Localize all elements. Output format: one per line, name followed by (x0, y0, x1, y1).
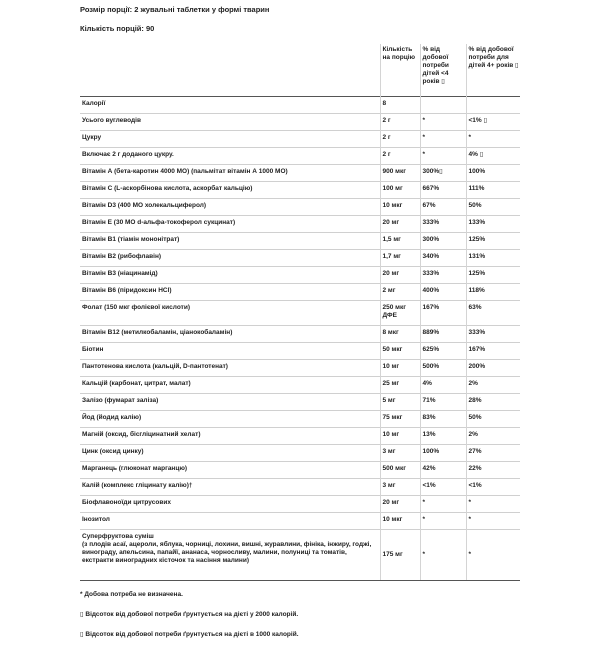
servings-per-container: Кількість порцій: 90 (80, 24, 155, 34)
row-dv-4plus: 333% (466, 325, 520, 342)
table-row (80, 300, 520, 325)
header-dv-under4: % від добової потреби дітей <4 років ▯ (420, 44, 466, 97)
row-dv-under4: * (420, 147, 466, 164)
row-dv-under4: 333% (420, 215, 466, 232)
table-row (80, 147, 520, 164)
row-dv-4plus: 111% (466, 181, 520, 198)
table-row (80, 266, 520, 283)
row-amount: 75 мкг (380, 410, 420, 427)
row-dv-under4: 300%▯ (420, 164, 466, 181)
row-dv-4plus: 2% (466, 427, 520, 444)
table-row (80, 181, 520, 198)
row-name: Кальцій (карбонат, цитрат, малат) (80, 376, 380, 393)
row-dv-under4: 100% (420, 444, 466, 461)
superfruit-cell (80, 529, 380, 580)
row-name: Вітамін В12 (метилкобаламін, ціанокобаламін) (80, 325, 380, 342)
superfruit-description: (з плодів асаї, ацероли, яблука, чорниці, лохини, вишні, журавлини, фініка, інжиру, годжі, винограду, апельсина, папайї, ананаса, чорносливу, малини, полуниці та томатів, екстракти виноградних кісточок та насіння малини) (82, 540, 372, 565)
row-dv-under4: 4% (420, 376, 466, 393)
row-amount: 2 г (380, 113, 420, 130)
row-amount: 5 мг (380, 393, 420, 410)
row-name: Біофлавоноїди цитрусових (80, 495, 380, 512)
row-amount: 25 мг (380, 376, 420, 393)
table-row (80, 215, 520, 232)
row-dv-under4: <1% (420, 478, 466, 495)
table-row (80, 96, 520, 113)
row-dv-under4: 889% (420, 325, 466, 342)
row-dv-under4: 625% (420, 342, 466, 359)
row-amount: 3 мг (380, 478, 420, 495)
row-amount: 1,7 мг (380, 249, 420, 266)
row-dv-4plus: 2% (466, 376, 520, 393)
row-dv-4plus: 125% (466, 266, 520, 283)
row-amount: 8 мкг (380, 325, 420, 342)
row-amount: 20 мг (380, 266, 420, 283)
table-row (80, 164, 520, 181)
row-dv-4plus: 22% (466, 461, 520, 478)
row-dv-under4: 500% (420, 359, 466, 376)
row-name: Пантотенова кислота (кальцій, D-пантотенат) (80, 359, 380, 376)
row-name: Вітамін В6 (піридоксин HCl) (80, 283, 380, 300)
footnote-2000-cal: ▯ Відсоток від добової потреби ґрунтується на дієті у 2000 калорій. (80, 610, 299, 618)
row-dv-4plus: * (466, 495, 520, 512)
footnote-not-established: * Добова потреба не визначена. (80, 590, 183, 598)
row-dv-under4: * (420, 113, 466, 130)
table-row (80, 512, 520, 529)
table-row (80, 410, 520, 427)
table-body (80, 96, 520, 580)
row-amount: 10 мг (380, 359, 420, 376)
row-amount: 20 мг (380, 215, 420, 232)
table-row (80, 198, 520, 215)
row-dv-4plus: 118% (466, 283, 520, 300)
superfruit-dv-4plus: * (466, 529, 520, 580)
table-row (80, 249, 520, 266)
table-row (80, 393, 520, 410)
row-dv-under4: 13% (420, 427, 466, 444)
row-dv-under4 (420, 96, 466, 113)
row-amount: 10 мкг (380, 198, 420, 215)
row-name: Фолат (150 мкг фолієвої кислоти) (80, 300, 380, 325)
table-row (80, 342, 520, 359)
row-dv-4plus: * (466, 130, 520, 147)
row-dv-under4: 300% (420, 232, 466, 249)
row-dv-under4: 340% (420, 249, 466, 266)
footnote-1000-cal: ▯ Відсоток від добової потреби ґрунтується на дієті в 1000 калорій. (80, 631, 299, 638)
row-name: Вітамін В2 (рибофлавін) (80, 249, 380, 266)
row-name: Включає 2 г доданого цукру. (80, 147, 380, 164)
row-amount: 250 мкг ДФЕ (380, 300, 420, 325)
row-name: Інозитол (80, 512, 380, 529)
row-dv-4plus: 28% (466, 393, 520, 410)
table-row (80, 427, 520, 444)
row-amount: 20 мг (380, 495, 420, 512)
row-dv-4plus: 200% (466, 359, 520, 376)
footnotes (80, 591, 520, 639)
row-dv-4plus: 50% (466, 410, 520, 427)
superfruit-amount: 175 мг (380, 529, 420, 580)
row-name: Вітамін В3 (ніацинамід) (80, 266, 380, 283)
row-name: Вітамін С (L-аскорбінова кислота, аскорбат кальцію) (80, 181, 380, 198)
row-name: Вітамін Е (30 МО d-альфа-токоферол сукцинат) (80, 215, 380, 232)
row-dv-under4: 42% (420, 461, 466, 478)
superfruit-title: Суперфруктова суміш (82, 532, 154, 540)
row-dv-under4: 667% (420, 181, 466, 198)
table-row (80, 232, 520, 249)
row-dv-under4: * (420, 512, 466, 529)
row-dv-4plus: <1% ▯ (466, 113, 520, 130)
row-dv-4plus: 63% (466, 300, 520, 325)
row-dv-4plus (466, 96, 520, 113)
row-dv-4plus: 100% (466, 164, 520, 181)
row-name: Калій (комплекс гліцинату калію)† (80, 478, 380, 495)
row-amount: 3 мг (380, 444, 420, 461)
row-name: Вітамін В1 (тіамін мононітрат) (80, 232, 380, 249)
table-row (80, 495, 520, 512)
row-dv-under4: 400% (420, 283, 466, 300)
row-dv-4plus: 50% (466, 198, 520, 215)
serving-size: Розмір порції: 2 жувальні таблетки у формі тварин (80, 5, 270, 14)
supplement-facts-panel (80, 0, 520, 651)
row-dv-under4: 167% (420, 300, 466, 325)
row-amount: 2 г (380, 130, 420, 147)
row-amount: 1,5 мг (380, 232, 420, 249)
row-amount: 50 мкг (380, 342, 420, 359)
row-dv-under4: 67% (420, 198, 466, 215)
table-row (80, 283, 520, 300)
row-dv-under4: * (420, 495, 466, 512)
row-amount: 8 (380, 96, 420, 113)
row-amount: 900 мкг (380, 164, 420, 181)
row-amount: 10 мг (380, 427, 420, 444)
table-row-superfruit (80, 529, 520, 580)
row-amount: 500 мкг (380, 461, 420, 478)
table-row (80, 359, 520, 376)
row-name: Вітамін А (бета-каротин 4000 МО) (пальмітат вітамін А 1000 МО) (80, 164, 380, 181)
row-dv-under4: 333% (420, 266, 466, 283)
row-name: Цукру (80, 130, 380, 147)
row-dv-under4: 83% (420, 410, 466, 427)
nutrition-table (80, 44, 520, 581)
row-dv-4plus: 27% (466, 444, 520, 461)
row-name: Вітамін D3 (400 МО холекальциферол) (80, 198, 380, 215)
row-name: Усього вуглеводів (80, 113, 380, 130)
table-row (80, 325, 520, 342)
row-dv-under4: * (420, 130, 466, 147)
table-row (80, 478, 520, 495)
table-row (80, 130, 520, 147)
row-name: Біотин (80, 342, 380, 359)
row-dv-4plus: * (466, 512, 520, 529)
row-dv-4plus: 4% ▯ (466, 147, 520, 164)
row-amount: 2 г (380, 147, 420, 164)
row-name: Калорії (80, 96, 380, 113)
table-header-row (80, 44, 520, 97)
row-dv-4plus: 133% (466, 215, 520, 232)
row-name: Цинк (оксид цинку) (80, 444, 380, 461)
row-amount: 2 мг (380, 283, 420, 300)
row-dv-4plus: 131% (466, 249, 520, 266)
table-row (80, 113, 520, 130)
row-dv-4plus: 125% (466, 232, 520, 249)
table-row (80, 444, 520, 461)
row-amount: 10 мкг (380, 512, 420, 529)
row-name: Марганець (глюконат марганцю) (80, 461, 380, 478)
header-name (80, 44, 380, 97)
row-name: Магній (оксид, бісгліцинатний хелат) (80, 427, 380, 444)
header-dv-4plus: % від добової потреби для дітей 4+ років ▯ (466, 44, 520, 97)
row-dv-under4: 71% (420, 393, 466, 410)
row-dv-4plus: <1% (466, 478, 520, 495)
superfruit-dv-under4: * (420, 529, 466, 580)
row-name: Залізо (фумарат заліза) (80, 393, 380, 410)
row-dv-4plus: 167% (466, 342, 520, 359)
row-name: Йод (йодид калію) (80, 410, 380, 427)
table-row (80, 376, 520, 393)
table-row (80, 461, 520, 478)
row-amount: 100 мг (380, 181, 420, 198)
header-amount: Кількість на порцію (380, 44, 420, 97)
